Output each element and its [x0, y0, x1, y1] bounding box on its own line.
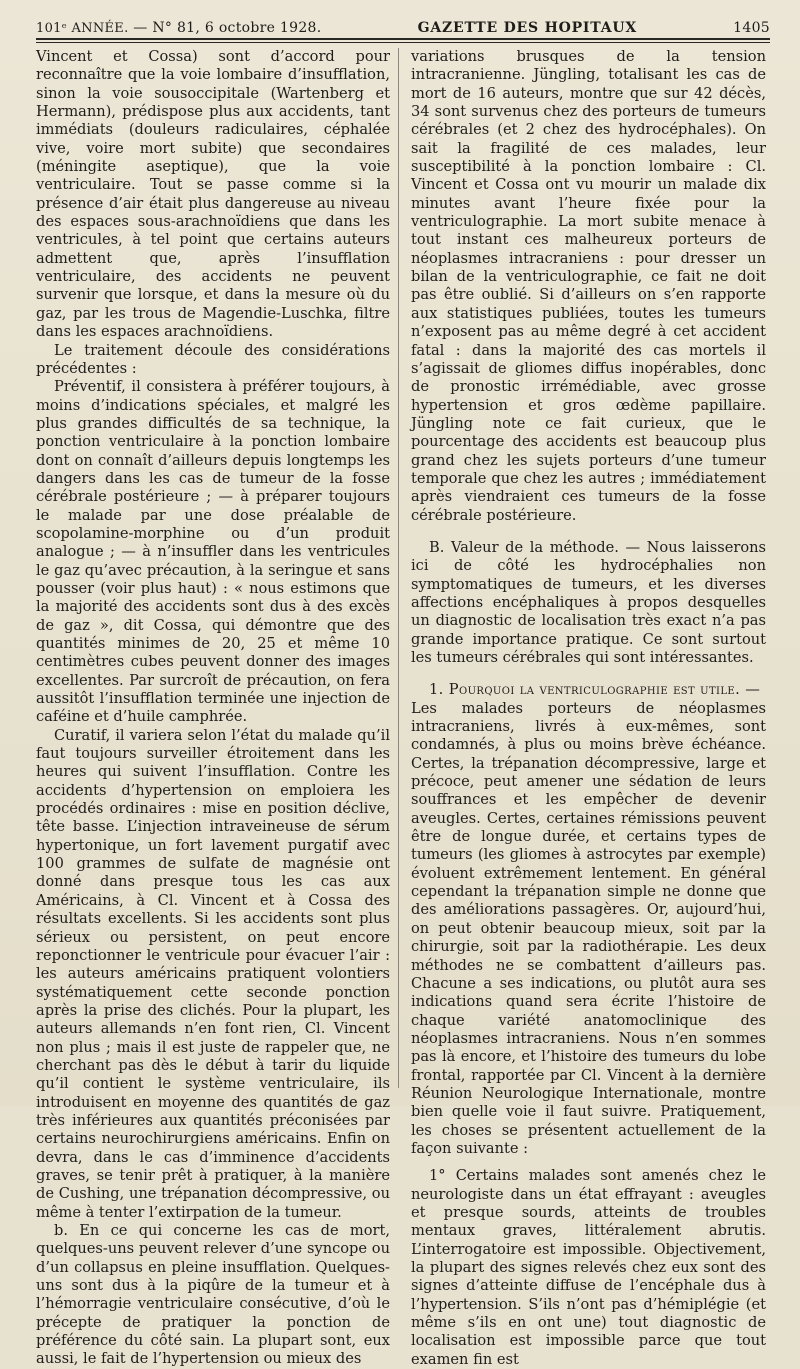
paragraph: Vincent et Cossa) sont d’accord pour reconnaître que la voie lombaire d’insufflation, sinon la voie sousoccipitale (Wartenberg et Hermann), prédispose plus aux accidents, tant immédiats (douleurs radiculaires, céphalée vive, voire mort subite) que secondaires (méningite aseptique), que la voie ventriculaire. Tout se passe comme si la présence d’air était plus dangereuse au niveau des espaces sous-arachnoïdiens que dans les ventricules, à tel point que certains auteurs admettent que, après l’insufflation ventriculaire, des accidents ne peuvent survenir que lorsque, et dans la mesure où du gaz, par les trous de Magendie-Luschka, filtre dans les espaces arachnoïdiens.	[36, 48, 390, 341]
page-number: 1405	[733, 20, 770, 36]
right-column	[411, 48, 766, 1369]
column-divider	[398, 48, 399, 1088]
page-header	[36, 8, 770, 36]
paragraph: Préventif, il consistera à préférer toujours, à moins d’indications spéciales, et malgré les plus grandes difficultés de sa technique, la ponction ventriculaire à la ponction lombaire dont on connaît d’ailleurs depuis longtemps les dangers dans les cas de tumeur de la fosse cérébrale postérieure ; — à préparer toujours le malade par une dose préalable de scopolamine-morphine ou d’un produit analogue ; — à n’insuffler dans les ventricules le gaz qu’avec précaution, à la seringue et sans pousser (voir plus haut) : « nous estimons que la majorité des accidents sont dus à des excès de gaz », dit Cossa, qui démontre que des quantités minimes de 20, 25 et même 10 centimètres cubes peuvent donner des images excellentes. Par surcroît de précaution, on fera aussitôt l’insufflation terminée une injection de caféine et d’huile camphrée.	[36, 378, 390, 726]
year-label: 101ᵉ ANNÉE.	[36, 21, 129, 36]
issue-date: — N° 81, 6 octobre 1928.	[133, 20, 322, 36]
paragraph: Curatif, il variera selon l’état du malade qu’il faut toujours surveiller étroitement dans les heures qui suivent l’insufflation. Contre les accidents d’hypertension on emploiera les procédés ordinaires : mise en position déclive, tête basse. L’injection intraveineuse de sérum hypertonique, un fort lavement purgatif avec 100 grammes de sulfate de magnésie ont donné dans presque tous les cas aux Américains, à Cl. Vincent et à Cossa des résultats excellents. Si les accidents sont plus sérieux ou persistent, on peut encore reponctionner le ventricule pour évacuer l’air : les auteurs américains pratiquent volontiers systématiquement cette seconde ponction après la prise des clichés. Pour la plupart, les auteurs allemands n’en font rien, Cl. Vincent non plus ; mais il est juste de rappeler que, ne cherchant pas dès le début à tarir du liquide qu’il contient le système ventriculaire, ils introduisent en moyenne des quantités de gaz très inférieures aux quantités préconisées par certains neurochirurgiens américains. Enfin on devra, dans le cas d’imminence d’accidents graves, se tenir prêt à pratiquer, à la manière de Cushing, une trépanation décompressive, ou même à tenter l’extirpation de la tumeur.	[36, 726, 390, 1221]
left-column	[36, 48, 390, 1369]
paragraph: Les malades porteurs de néoplasmes intracraniens, livrés à eux-mêmes, sont condamnés, à plus ou moins brève échéance. Certes, la trépanation décompressive, large et précoce, peut amener une sédation de leurs souffrances et les empêcher de devenir aveugles. Certes, certaines rémissions peuvent être de longue durée, et certains types de tumeurs (les gliomes à astrocytes par exemple) évoluent extrêmement lentement. En général cependant la trépanation simple ne donne que des améliorations passagères. Or, aujourd’hui, on peut obtenir beaucoup mieux, soit par la chirurgie, soit par la radiothérapie. Les deux méthodes ne se combattent d’ailleurs pas. Chacune a ses indications, ou plutôt aura ses indications quand sera écrite l’histoire de chaque variété anatomoclinique des néoplasmes intracraniens. Nous n’en sommes pas là encore, et l’histoire des tumeurs du lobe frontal, rapportée par Cl. Vincent à la dernière Réunion Neurologique Internationale, montre bien quelle voie il faut suivre. Pratiquement, les choses se présentent actuellement de la façon suivante :	[411, 699, 766, 1157]
paragraph: Le traitement découle des considérations précédentes :	[36, 341, 390, 377]
journal-title: GAZETTE DES HOPITAUX	[417, 20, 638, 36]
issue-line	[36, 20, 322, 36]
section-heading-paragraph: B. Valeur de la méthode. — Nous laisserons ici de côté les hydrocéphalies non symptomatiques de tumeurs, et les diverses affections encéphaliques à propos desquelles un diagnostic de localisation très exact n’a pas grande importance pratique. Ce sont surtout les tumeurs cérébrales qui sont intéressantes.	[411, 538, 766, 666]
paragraph: 1° Certains malades sont amenés chez le neurologiste dans un état effrayant : aveugles et presque sourds, atteints de troubles mentaux graves, littéralement abrutis. L’interrogatoire est impossible. Objectivement, la plupart des signes relevés chez eux sont des signes d’atteinte diffuse de l’encéphale dus à l’hypertension. S’ils n’ont pas d’hémiplégie (et même s’ils en ont une) tout diagnostic de localisation est impossible parce que tout examen fin est	[411, 1167, 766, 1368]
paragraph: b. En ce qui concerne les cas de mort, quelques-uns peuvent relever d’une syncope ou d’un collapsus en pleine insufflation. Quelques-uns sont dus à la piqûre de la tumeur et à l’hémorragie ventriculaire consécutive, d’où le précepte de pratiquer la ponction de préférence du côté sain. La plupart sont, eux aussi, le fait de l’hypertension ou mieux des	[36, 1222, 390, 1368]
paragraph: variations brusques de la tension intracranienne. Jüngling, totalisant les cas de mort de 16 auteurs, montre que sur 42 décès, 34 sont survenus chez des porteurs de tumeurs cérébrales (et 2 chez des hydrocéphales). On sait la fragilité de ces malades, leur susceptibilité à la ponction lombaire : Cl. Vincent et Cossa ont vu mourir un malade dix minutes avant l’heure fixée pour la ventriculographie. La mort subite menace à tout instant ces malheureux porteurs de néoplasmes intracraniens : pour dresser un bilan de la ventriculographie, ce fait ne doit pas être oublié. Si d’ailleurs on s’en rapporte aux statistiques publiées, toutes les tumeurs n’exposent pas au même degré à cet accident fatal : dans la majorité des cas mortels il s’agissait de gliomes diffus inopérables, donc de pronostic irrémédiable, avec grosse hypertension et gros œdème papillaire. Jüngling note ce fait curieux, que le pourcentage des accidents est beaucoup plus grand chez les sujets porteurs d’une tumeur temporale que chez les autres ; immédiatement après viendraient ces tumeurs de la fosse cérébrale postérieure.	[411, 48, 766, 524]
subsection-heading: 1. Pourquoi la ventriculographie est utile. —	[429, 681, 761, 699]
header-rule	[36, 38, 770, 43]
